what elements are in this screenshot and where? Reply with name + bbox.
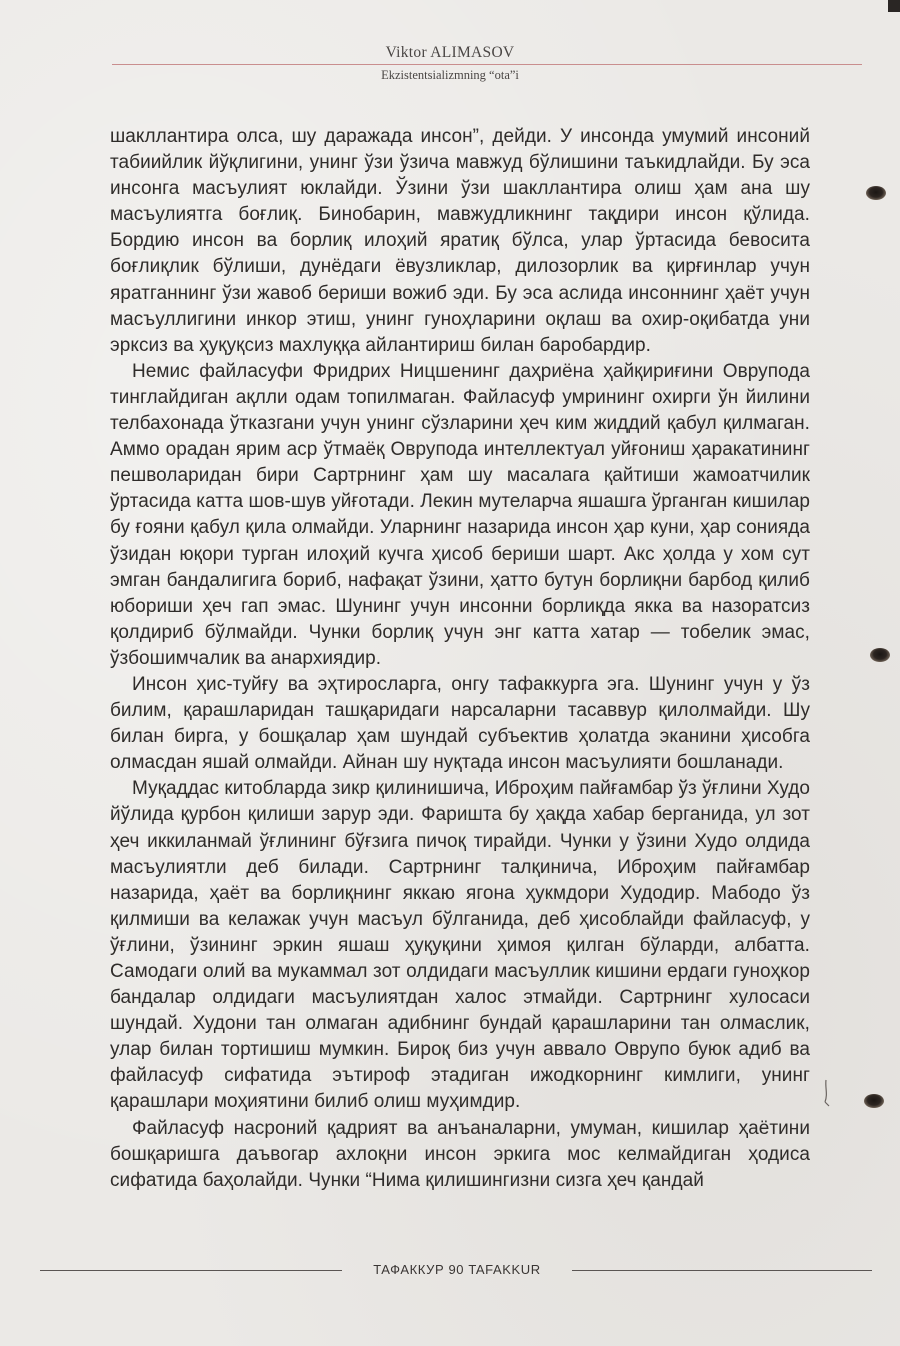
article-body [110,124,810,1194]
pencil-mark [820,1078,834,1108]
paragraph: шакллантира олса, шу даражада инсон”, дейди. У инсонда умумий инсоний табиийлик йўқлигини, унинг ўзи ўзича мавжуд бўлишини таъкидлайди. Бу эса инсонга масъулият юклайди. Ўзини ўзи шакллантира олиш ҳам ана шу масъулиятга боғлиқ. Бинобарин, мавжудликнинг тақдири инсон қўлида. Бордию инсон ва борлиқ илоҳий яратиқ бўлса, улар ўртасида бевосита боғлиқлик бўлиши, дунёдаги ёвузликлар, дилозорлик ва қирғинлар учун яратганнинг ўзи жавоб бериши вожиб эди. Бу эса аслида инсоннинг ҳаёт учун масъуллигини инкор этиш, унинг гуноҳларини оқлаш ва охир-оқибатда уни эрксиз ва ҳуқуқсиз махлуққа айлантириш билан баробардир. [110,126,810,356]
running-head [0,44,900,62]
paragraph: Немис файласуфи Фридрих Ницшенинг даҳриёна ҳайқириғини Оврупода тинглайдиган ақлли одам топилмаган. Файласуф умрининг охирги ўн йилини телбахонада ўтказгани учун унинг сўзларини ҳеч ким жиддий қабул қилмаган. Аммо орадан ярим аср ўтмаёқ Оврупода интеллектуал уйғониш ҳаракатининг пешволаридан бири Сартрнинг ҳам шу масалага қайтиши жамоатчилик ўртасида катта шов-шув уйғотади. Лекин мутеларча яшашга ўрганган кишилар бу ғояни қабул қила олмайди. Уларнинг назарида инсон ҳар куни, ҳар сонияда ўзидан юқори турган илоҳий кучга ҳисоб бериши шарт. Акс ҳолда у хом сут эмган бандалигига бориб, нафақат ўзини, ҳатто бутун борлиқни барбод қилиб юбориши ҳеч гап эмас. Шунинг учун инсонни борлиқда якка ва назоратсиз қолдириб бўлмайди. Чунки борлиқ учун энг катта хатар — тобелик эмас, ўзбошимчалик ва анархиядир. [110,360,810,669]
punch-hole [864,1094,884,1108]
header-rule [112,64,862,65]
paragraph: Инсон ҳис-туйғу ва эҳтиросларга, онгу тафаккурга эга. Шунинг учун у ўз билим, қарашларидан ташқаридаги нарсаларни тасаввур қилолмайди. Шу билан бирга, у бошқалар ҳам шундай субъектив ҳолатда эканини ҳисобга олмасдан яшай олмайди. Айнан шу нуқтада инсон масъулияти бошланади. [110,673,810,774]
footer-rule-right [572,1270,872,1271]
punch-hole [866,186,886,200]
article-subtitle: Ekzistentsializmning “ota”i [381,68,519,82]
page-corner-shadow [888,0,900,12]
punch-hole [870,648,890,662]
page-footer [40,1262,872,1278]
paragraph: Муқаддас китобларда зикр қилинишича, Иброҳим пайғамбар ўз ўғлини Худо йўлида қурбон қилиши зарур эди. Фаришта бу ҳақда хабар берганида, ул зот ҳеч иккиланмай ўғлининг бўғзига пичоқ тирайди. Чунки у ўзини Худо олдида масъулиятли деб билади. Сартрнинг талқинича, Иброҳим пайғамбар назарида, ҳаёт ва борлиқнинг яккаю ягона ҳукмдори Худодир. Мабодо ўз қилмиши ва келажак учун масъул бўлганида, деб ҳисоблайди файласуф, у ўғлини, ўзининг эркин яшаш ҳуқуқини ҳимоя қилган бўларди, албатта. Самодаги олий ва мукаммал зот олдидаги масъуллик кишини ердаги гуноҳкор бандалар олдидаги масъулиятдан халос этмайди. Сартрнинг хулосаси шундай. Худони тан олмаган адибнинг бундай қарашларини тан олмаслик, улар билан тортишиш мумкин. Бироқ биз учун аввало Оврупо буюк адиб ва файласуф сифатида эътироф этадиган ижодкорнинг кимлиги, унинг қарашлари моҳиятини билиб олиш муҳимдир. [110,778,810,1113]
page-number: ТАФАККУР 90 TAFAKKUR [373,1262,541,1277]
footer-rule-left [40,1270,342,1271]
paragraph: Файласуф насроний қадрият ва анъаналарни, умуман, кишилар ҳаётини бошқаришга даъвогар ахлоқни инсон эркига мос келмайдиган ҳодиса сифатида баҳолайди. Чунки “Нима қилишингизни сизга ҳеч қандай [110,1117,810,1191]
author-name: Viktor ALIMASOV [385,44,515,61]
